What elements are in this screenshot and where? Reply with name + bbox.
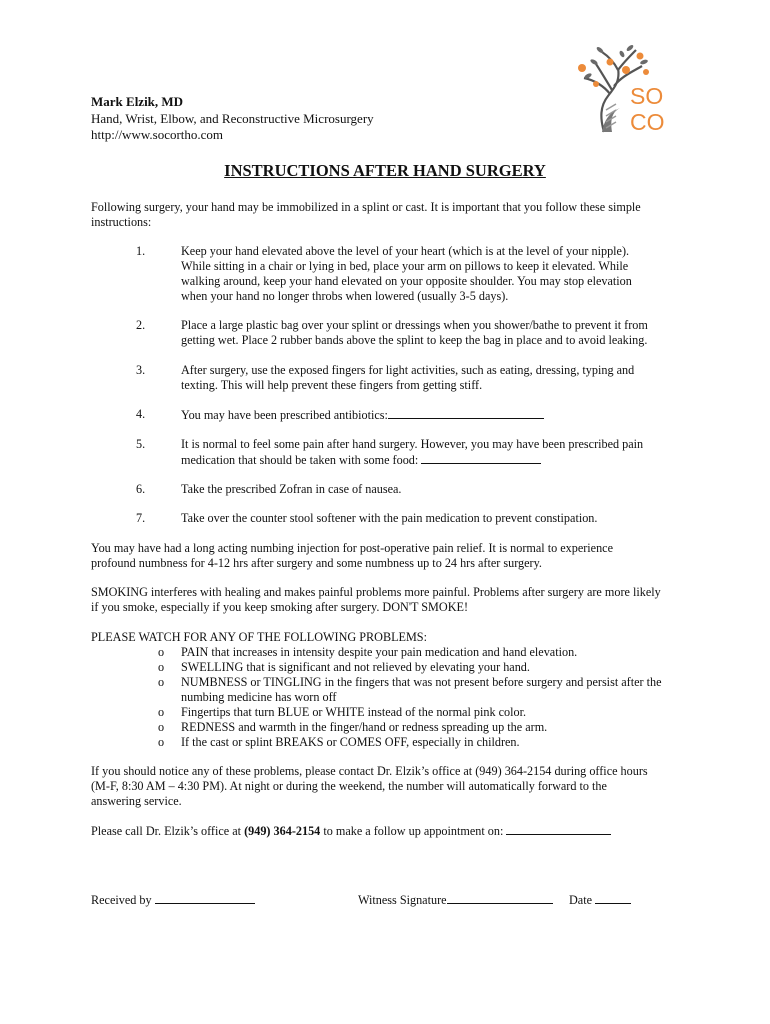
instruction-line: It is normal to feel some pain after hand surgery. However, you may have been prescribed pain <box>181 437 644 451</box>
instruction-item-1 <box>181 244 681 304</box>
date-field <box>569 892 631 908</box>
pain-medication-blank-field[interactable] <box>421 452 541 464</box>
smoking-paragraph <box>91 585 683 615</box>
paragraph-line: If you should notice any of these problems, please contact Dr. Elzik’s office at (949) 364-2154 during office hours <box>91 764 648 778</box>
bullet-marker: o <box>158 645 165 659</box>
paragraph-line: if you smoke, especially if you keep smoking after surgery. DON'T SMOKE! <box>91 600 469 614</box>
instruction-item-2 <box>181 318 681 348</box>
paragraph-line: answering service. <box>91 794 182 808</box>
doctor-specialty: Hand, Wrist, Elbow, and Reconstructive Microsurgery <box>91 110 374 126</box>
soco-logo <box>560 40 680 136</box>
document-title: INSTRUCTIONS AFTER HAND SURGERY <box>224 161 546 180</box>
contact-paragraph <box>91 764 683 809</box>
bullet-marker: o <box>158 720 165 734</box>
followup-prefix: Please call Dr. Elzik’s office at <box>91 824 245 838</box>
instruction-line: After surgery, use the exposed fingers for light activities, such as eating, dressing, typing and <box>181 363 635 377</box>
problem-line: NUMBNESS or TINGLING in the fingers that was not present before surgery and persist after the <box>181 675 662 689</box>
instruction-item-7 <box>181 511 681 526</box>
witness-signature-field <box>358 892 553 908</box>
instruction-number: 3. <box>136 363 146 377</box>
instruction-number: 1. <box>136 244 146 258</box>
date-label: Date <box>569 893 596 907</box>
received-by-label: Received by <box>91 893 155 907</box>
problem-item: If the cast or splint BREAKS or COMES OFF, especially in children. <box>181 735 520 749</box>
received-by-field <box>91 892 255 908</box>
instruction-number: 7. <box>136 511 146 525</box>
instruction-line: Keep your hand elevated above the level of your heart (which is at the level of your nipple). <box>181 244 630 258</box>
date-blank-field[interactable] <box>595 892 631 904</box>
problem-item: REDNESS and warmth in the finger/hand or redness spreading up the arm. <box>181 720 548 734</box>
instruction-item-5 <box>181 437 681 468</box>
instruction-number: 5. <box>136 437 146 451</box>
problem-item: PAIN that increases in intensity despite your pain medication and hand elevation. <box>181 645 578 659</box>
problem-item: SWELLING that is significant and not relieved by elevating your hand. <box>181 660 530 674</box>
problem-item: Fingertips that turn BLUE or WHITE instead of the normal pink color. <box>181 705 527 719</box>
instruction-line: getting wet. Place 2 rubber bands above the splint to keep the bag in place and to avoid leaking. <box>181 333 648 347</box>
instruction-line: While sitting in a chair or lying in bed, place your arm on pillows to keep it elevated. While <box>181 259 629 273</box>
logo-text-so: SO <box>630 83 664 109</box>
instruction-line: walking around, keep your hand elevated on your opposite shoulder. You may stop elevation <box>181 274 632 288</box>
received-by-blank-field[interactable] <box>155 892 255 904</box>
instruction-line: medication that should be taken with some food: <box>181 453 419 467</box>
witness-signature-label: Witness Signature <box>358 893 447 907</box>
bullet-marker: o <box>158 660 165 674</box>
instruction-line: when your hand no longer throbs when lowered (usually 3-5 days). <box>181 289 509 303</box>
bullet-marker: o <box>158 675 165 689</box>
bullet-marker: o <box>158 735 165 749</box>
problem-line: numbing medicine has worn off <box>181 690 337 704</box>
instruction-item-6 <box>181 482 681 497</box>
followup-suffix: to make a follow up appointment on: <box>320 824 507 838</box>
instruction-line: Take the prescribed Zofran in case of nausea. <box>181 482 402 496</box>
paragraph-line: profound numbness for 4-12 hrs after surgery and some numbness up to 24 hrs after surgery. <box>91 556 542 570</box>
numbing-paragraph <box>91 541 683 571</box>
bullet-marker: o <box>158 705 165 719</box>
instruction-item-4 <box>181 407 681 423</box>
intro-paragraph <box>91 200 683 230</box>
witness-signature-blank-field[interactable] <box>447 892 553 904</box>
instruction-line: Take over the counter stool softener with the pain medication to prevent constipation. <box>181 511 598 525</box>
antibiotics-blank-field[interactable] <box>388 407 544 419</box>
intro-text: Following surgery, your hand may be immobilized in a splint or cast. It is important that you follow these simple instructions: <box>91 200 641 229</box>
doctor-name: Mark Elzik, MD <box>91 94 184 109</box>
instruction-number: 6. <box>136 482 146 496</box>
practice-url: http://www.socortho.com <box>91 127 224 142</box>
watch-heading: PLEASE WATCH FOR ANY OF THE FOLLOWING PROBLEMS: <box>91 630 427 644</box>
doctor-header <box>91 94 374 144</box>
followup-date-blank-field[interactable] <box>506 823 611 835</box>
instruction-number: 2. <box>136 318 146 332</box>
instruction-line: You may have been prescribed antibiotics: <box>181 408 388 422</box>
problem-item <box>181 675 686 705</box>
instruction-number: 4. <box>136 407 146 421</box>
logo-text-co: CO <box>630 109 665 135</box>
paragraph-line: You may have had a long acting numbing injection for post-operative pain relief. It is normal to experience <box>91 541 613 555</box>
instruction-item-3 <box>181 363 681 393</box>
paragraph-line: SMOKING interferes with healing and makes painful problems more painful. Problems after surgery are more likely <box>91 585 661 599</box>
followup-line <box>91 823 683 839</box>
instruction-line: Place a large plastic bag over your splint or dressings when you shower/bathe to prevent it from <box>181 318 648 332</box>
instruction-line: texting. This will help prevent these fingers from getting stiff. <box>181 378 483 392</box>
office-phone: (949) 364-2154 <box>244 824 321 838</box>
paragraph-line: (M-F, 8:30 AM – 4:30 PM). At night or during the weekend, the number will automatically forward to the <box>91 779 607 793</box>
